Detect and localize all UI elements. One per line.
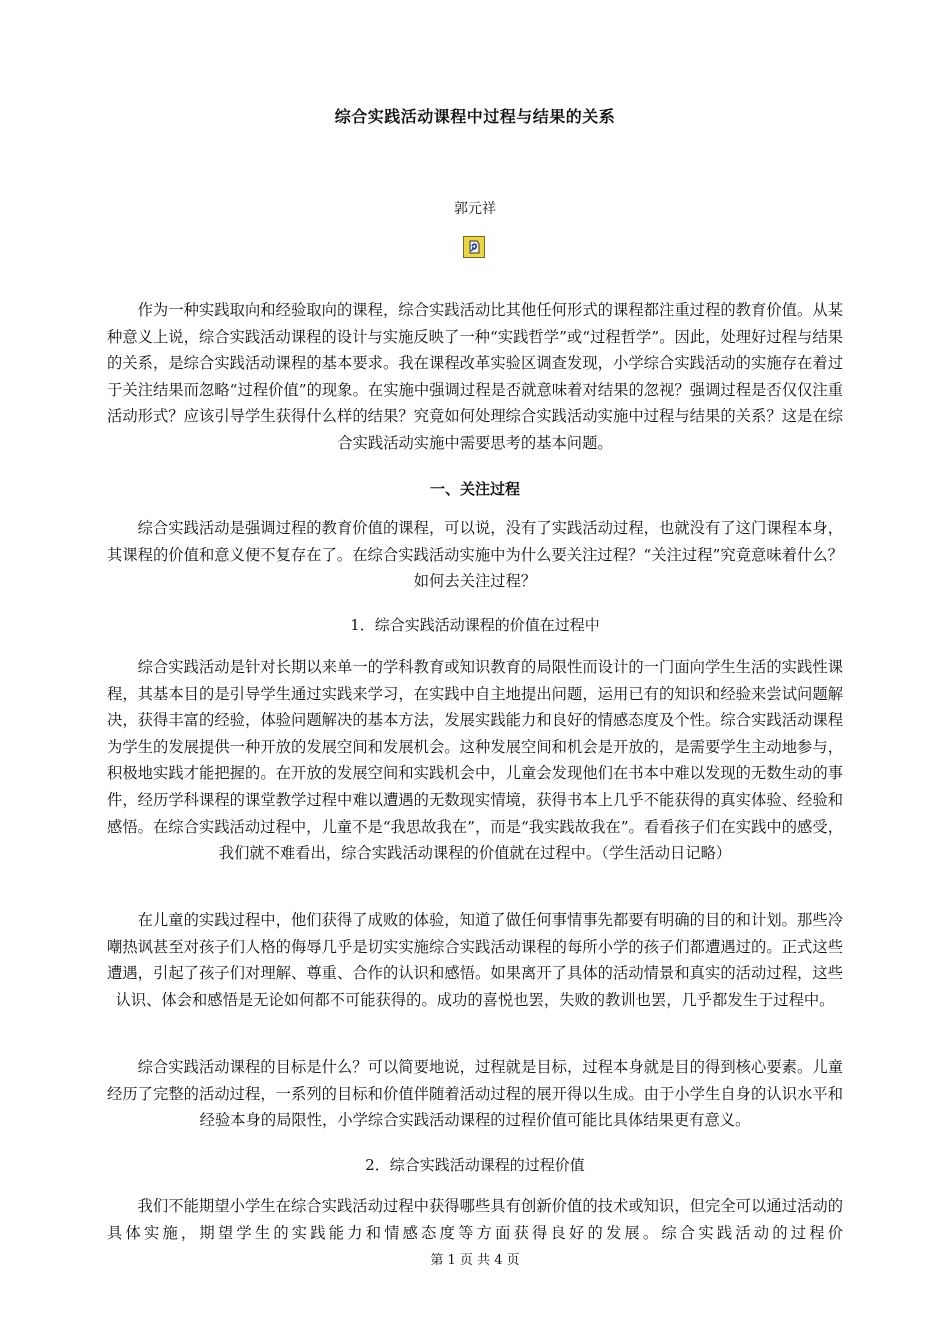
intro-paragraph: 作为一种实践取向和经验取向的课程，综合实践活动比其他任何形式的课程都注重过程的教育价值。从某种意义上说，综合实践活动课程的设计与实施反映了一种“实践哲学”或“过程哲学”。因此，处理好过程与结果的关系，是综合实践活动课程的基本要求。我在课程改革实验区调查发现，小学综合实践活动的实施存在着过于关注结果而忽略“过程价值”的现象。在实施中强调过程是否就意味着对结果的忽视？强调过程是否仅仅注重活动形式？应该引导学生获得什么样的结果？究竟如何处理综合实践活动实施中过程与结果的关系？这是在综合实践活动实施中需要思考的基本问题。 xyxy=(107,301,843,452)
document-title: 综合实践活动课程中过程与结果的关系 xyxy=(334,107,616,126)
subsection-1-paragraph-1: 综合实践活动是针对长期以来单一的学科教育或知识教育的局限性而设计的一门面向学生生活的实践性课程，其基本目的是引导学生通过实践来学习，在实践中自主地提出问题，运用已有的知识和经验来尝试问题解决，获得丰富的经验，体验问题解决的基本方法，发展实践能力和良好的情感态度及个性。综合实践活动课程为学生的发展提供一种开放的发展空间和发展机会。这种发展空间和机会是开放的，是需要学生主动地参与，积极地实践才能把握的。在开放的发展空间和实践机会中，儿童会发现他们在书本中难以发现的无数生动的事件，经历学科课程的课堂教学过程中难以遭遇的无数现实情境，获得书本上几乎不能获得的真实体验、经验和感悟。在综合实践活动过程中，儿童不是“我思故我在”，而是“我实践故我在”。看看孩子们在实践中的感受，我们就不难看出，综合实践活动课程的价值就在过程中。（学生活动日记略） xyxy=(107,658,843,863)
subsection-2-paragraph-1: 我们不能期望小学生在综合实践活动过程中获得哪些具有创新价值的技术或知识，但完全可以通过活动的具体实施，期望学生的实践能力和情感态度等方面获得良好的发展。综合实践活动的过程价 xyxy=(107,1197,843,1242)
document-author: 郭元祥 xyxy=(454,201,496,217)
subsection-1-paragraph-3: 综合实践活动课程的目标是什么？可以简要地说，过程就是目标，过程本身就是目的得到核心要素。儿童经历了完整的活动过程，一系列的目标和价值伴随着活动过程的展开得以生成。由于小学生自身的认识水平和经验本身的局限性，小学综合实践活动课程的过程价值可能比具体结果更有意义。 xyxy=(107,1058,843,1130)
section-1-paragraph: 综合实践活动是强调过程的教育价值的课程，可以说，没有了实践活动过程，也就没有了这门课程本身，其课程的价值和意义便不复存在了。在综合实践活动实施中为什么要关注过程？“关注过程”究竟意味着什么？如何去关注过程？ xyxy=(107,519,843,591)
subsection-heading-2: 2．综合实践活动课程的过程价值 xyxy=(365,1156,585,1174)
page-footer: 第 1 页 共 4 页 xyxy=(430,1253,520,1268)
section-heading-1: 一、关注过程 xyxy=(429,480,520,498)
subsection-heading-1: 1．综合实践活动课程的价值在过程中 xyxy=(350,616,600,634)
subsection-1-paragraph-2: 在儿童的实践过程中，他们获得了成败的体验，知道了做任何事情事先都要有明确的目的和计划。那些冷嘲热讽甚至对孩子们人格的侮辱几乎是切实实施综合实践活动课程的每所小学的孩子们都遭遇过的。正式这些遭遇，引起了孩子们对理解、尊重、合作的认识和感悟。如果离开了具体的活动情景和真实的活动过程，这些认识、体会和感悟是无论如何都不可能获得的。成功的喜悦也罢，失败的教训也罢，几乎都发生于过程中。 xyxy=(107,911,843,1009)
embedded-object-icon[interactable] xyxy=(463,236,485,258)
